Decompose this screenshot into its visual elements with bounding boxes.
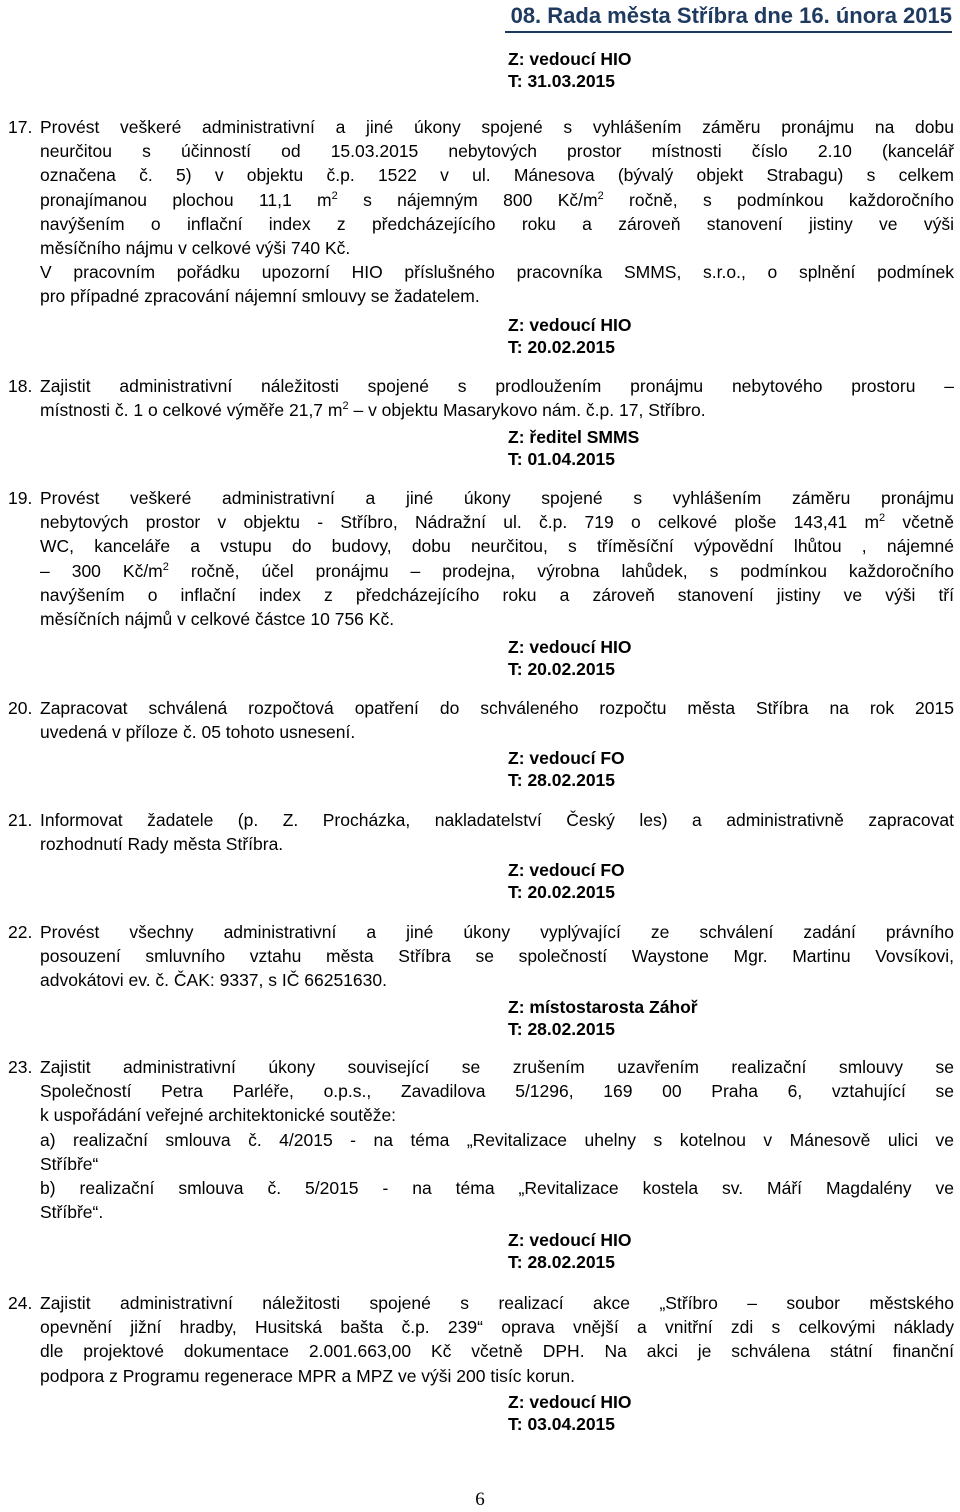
item-line: opevnění jižní hradby, Husitská bašta č.p. 239“ oprava vnější a vnitřní zdi s celkovými náklady xyxy=(40,1317,954,1338)
item-line: advokátovi ev. č. ČAK: 9337, s IČ 66251630. xyxy=(40,970,387,991)
item-number: 21. xyxy=(8,810,33,830)
item-line: pronajímanou plochou 11,1 $m^2$ s nájemným 800 $Kč/m^2$ ročně, s podmínkou každoročního xyxy=(40,189,955,210)
item-number: 18. xyxy=(8,376,33,396)
responsibility-24 xyxy=(508,1391,768,1435)
item-line: V pracovním pořádku upozorní HIO příslušného pracovníka SMMS, s.r.o., o splnění podmínek xyxy=(40,262,954,283)
item-line: měsíčního nájmu v celkové výši 740 Kč. xyxy=(40,238,351,259)
deadline: T: 01.04.2015 xyxy=(508,449,616,469)
item-line: k uspořádání veřejné architektonické soutěže: xyxy=(40,1105,397,1126)
item-text xyxy=(40,1055,954,1224)
responsible-person: Z: vedoucí HIO xyxy=(508,49,632,69)
item-line: Provést všechny administrativní a jiné úkony vyplývající ze schválení zadání právního xyxy=(40,922,954,942)
item-line: Zajistit administrativní náležitosti spojené s prodloužením pronájmu nebytového prostoru – xyxy=(40,376,954,396)
page-header-title: 08. Rada města Stříbra dne 16. února 2015 xyxy=(505,3,952,33)
item-line: navýšením o inflační index z předcházejícího roku a zároveň stanovení jistiny ve výši xyxy=(40,213,954,234)
item-line: Zajistit administrativní náležitosti spojené s realizací akce „Stříbro – soubor městského xyxy=(40,1293,954,1313)
item-text xyxy=(40,920,954,993)
item-line: Zajistit administrativní úkony související se zrušením uzavřením realizační smlouvy se xyxy=(40,1057,954,1077)
item-line: měsíčních nájmů v celkové částce 10 756 Kč. xyxy=(40,609,395,630)
item-number: 17. xyxy=(8,117,33,137)
item-number: 24. xyxy=(8,1293,33,1313)
item-line: Provést veškeré administrativní a jiné úkony spojené s vyhlášením záměru pronájmu xyxy=(40,488,954,508)
item-number: 20. xyxy=(8,698,33,718)
responsibility-23 xyxy=(508,1229,768,1273)
item-line: Provést veškeré administrativní a jiné úkony spojené s vyhlášením záměru pronájmu na dobu xyxy=(40,117,954,137)
responsible-person: Z: vedoucí HIO xyxy=(508,1392,632,1412)
item-line: místnosti č. 1 o celkové výměře 21,7 $m^2$ – v objektu Masarykovo nám. č.p. 17, Stříbro. xyxy=(40,400,706,421)
deadline: T: 28.02.2015 xyxy=(508,1019,616,1039)
item-line: posouzení smluvního vztahu města Stříbra se společností Waystone Mgr. Martinu Vovsíkovi, xyxy=(40,946,954,967)
resolution-item-23 xyxy=(8,1055,954,1224)
responsibility-20 xyxy=(508,747,768,791)
responsible-person: Z: vedoucí FO xyxy=(508,748,625,768)
responsibility-21 xyxy=(508,859,768,903)
page-number: 6 xyxy=(475,1489,485,1510)
item-line: nebytových prostor v objektu - Stříbro, Nádražní ul. č.p. 719 o celkové ploše 143,41 $m^2$ včetně xyxy=(40,512,954,533)
resolution-item-20 xyxy=(8,696,954,744)
item-number: 22. xyxy=(8,922,33,942)
item-line: – 300 $Kč/m^2$ ročně, účel pronájmu – prodejna, výrobna lahůdek, s podmínkou každoročního xyxy=(40,560,954,581)
resolution-item-19 xyxy=(8,486,954,631)
item-line: Stříbře“. xyxy=(40,1202,104,1223)
item-text xyxy=(40,374,954,422)
deadline: T: 20.02.2015 xyxy=(508,659,616,679)
responsibility-17 xyxy=(508,314,768,358)
item-line: Informovat žadatele (p. Z. Procházka, nakladatelství Český les) a administrativně zapracovat xyxy=(40,810,954,830)
deadline: T: 28.02.2015 xyxy=(508,1252,616,1272)
item-line: Stříbře“ xyxy=(40,1153,99,1174)
resolution-item-17 xyxy=(8,115,954,309)
item-line: podpora z Programu regenerace MPR a MPZ ve výši 200 tisíc korun. xyxy=(40,1365,575,1386)
item-line: označena č. 5) v objektu č.p. 1522 v ul. Mánesova (bývalý objekt Strabagu) s celkem xyxy=(40,165,954,186)
item-line: pro případné zpracování nájemní smlouvy se žadatelem. xyxy=(40,286,480,307)
responsibility-22 xyxy=(508,996,768,1040)
deadline: T: 31.03.2015 xyxy=(508,71,616,91)
item-line: Společností Petra Parléře, o.p.s., Zavadilova 5/1296, 169 00 Praha 6, vztahující se xyxy=(40,1081,954,1102)
item-line: a) realizační smlouva č. 4/2015 - na téma „Revitalizace uhelny s kotelnou v Mánesově ulici ve xyxy=(40,1129,954,1150)
responsible-person: Z: místostarosta Záhoř xyxy=(508,997,698,1017)
responsibility-18 xyxy=(508,426,768,470)
resolution-item-24 xyxy=(8,1291,954,1388)
responsible-person: Z: ředitel SMMS xyxy=(508,427,640,447)
responsibility-19 xyxy=(508,636,768,680)
resolution-item-21 xyxy=(8,808,954,856)
item-text xyxy=(40,1291,954,1388)
item-line: rozhodnutí Rady města Stříbra. xyxy=(40,834,284,855)
deadline: T: 20.02.2015 xyxy=(508,882,616,902)
responsible-person: Z: vedoucí HIO xyxy=(508,1230,632,1250)
deadline: T: 03.04.2015 xyxy=(508,1414,616,1434)
resolution-item-22 xyxy=(8,920,954,993)
item-line: Zapracovat schválená rozpočtová opatření do schváleného rozpočtu města Stříbra na rok 2015 xyxy=(40,698,954,718)
item-line: navýšením o inflační index z předcházejícího roku a zároveň stanovení jistiny ve výši tří xyxy=(40,584,954,605)
item-number: 19. xyxy=(8,488,33,508)
item-line: WC, kanceláře a vstupu do budovy, dobu neurčitou, s tříměsíční výpovědní lhůtou , nájemné xyxy=(40,536,954,557)
item-line: neurčitou s účinností od 15.03.2015 nebytových prostor místnosti číslo 2.10 (kancelář xyxy=(40,141,954,162)
item-line: dle projektové dokumentace 2.001.663,00 Kč včetně DPH. Na akci je schválena státní finanční xyxy=(40,1341,954,1362)
responsible-person: Z: vedoucí HIO xyxy=(508,315,632,335)
resolution-item-18 xyxy=(8,374,954,422)
item-line: b) realizační smlouva č. 5/2015 - na téma „Revitalizace kostela sv. Máří Magdalény ve xyxy=(40,1178,954,1199)
item-text xyxy=(40,696,954,744)
item-line: uvedená v příloze č. 05 tohoto usnesení. xyxy=(40,722,356,743)
item-number: 23. xyxy=(8,1057,33,1077)
item-text xyxy=(40,115,954,309)
deadline: T: 28.02.2015 xyxy=(508,770,616,790)
top-responsibility xyxy=(508,48,768,92)
responsible-person: Z: vedoucí FO xyxy=(508,860,625,880)
deadline: T: 20.02.2015 xyxy=(508,337,616,357)
item-text xyxy=(40,808,954,856)
responsible-person: Z: vedoucí HIO xyxy=(508,637,632,657)
item-text xyxy=(40,486,954,631)
